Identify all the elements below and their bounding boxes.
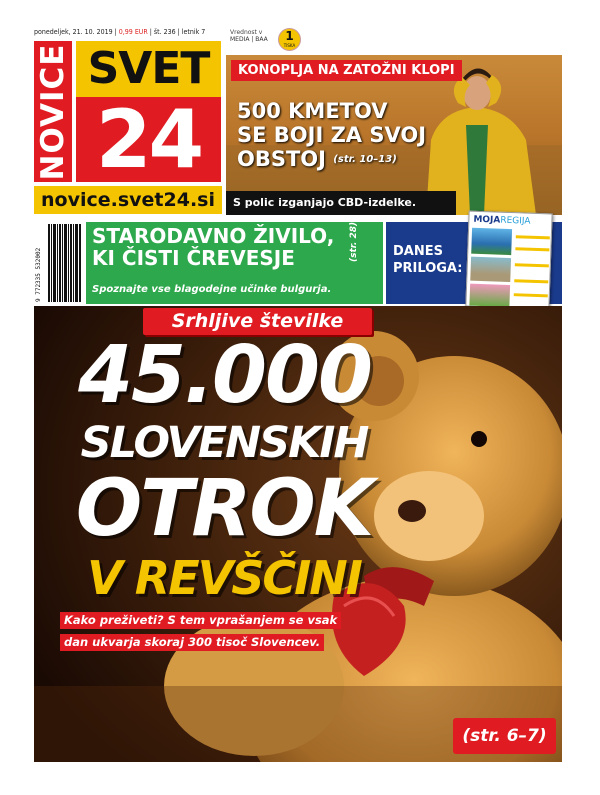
cannabis-kicker: KONOPLJA NA ZATOŽNI KLOPI	[231, 60, 462, 81]
website-url[interactable]: novice.svet24.si	[41, 189, 215, 211]
bulgur-headline-line-1: STARODAVNO ŽIVILO,	[92, 224, 335, 248]
main-headline-line-3[interactable]: OTROK	[75, 464, 373, 554]
dateline-issue: | št. 236 | letnik 7	[149, 28, 206, 36]
badge-number: 1	[285, 29, 294, 43]
cannabis-headline[interactable]	[237, 99, 426, 172]
cannabis-headline-line-1: 500 KMETOV	[237, 99, 388, 123]
magazine-title-1: MOJA	[473, 214, 501, 226]
bulgur-headline[interactable]	[92, 225, 334, 269]
main-headline-line-4[interactable]: V REVŠČINI	[87, 551, 361, 605]
bulgur-subline: Spoznajte vse blagodejne učinke bulgurja.	[92, 284, 332, 295]
cannabis-subline: S polic izganjajo CBD-izdelke.	[226, 191, 456, 215]
main-page-ref[interactable]: (str. 6–7)	[453, 718, 556, 754]
cannabis-headline-line-2: SE BOJI ZA SVOJ	[237, 123, 427, 147]
magazine-title	[473, 215, 530, 227]
dateline	[34, 28, 205, 36]
badge-circle	[278, 28, 301, 51]
novice-logo-bar	[34, 41, 72, 182]
badge-media: MEDIA | BAA	[230, 36, 268, 43]
dateline-price: 0,99 EUR	[118, 28, 148, 36]
cannabis-headline-line-3-text: OBSTOJ	[237, 147, 326, 171]
supplement-label	[393, 243, 462, 277]
dateline-date: ponedeljek, 21. 10. 2019 |	[34, 28, 117, 36]
main-deck-line-2: dan ukvarja skoraj 300 tisoč Slovencev.	[60, 634, 324, 651]
magazine-text-line	[516, 235, 550, 239]
magazine-text-line	[514, 293, 548, 297]
main-headline-number[interactable]: 45.000	[78, 329, 371, 421]
barcode-digits: 9 772335 532002	[35, 247, 42, 302]
supplement-magazine-cover[interactable]	[465, 211, 552, 310]
svet-logo-text: SVET	[87, 43, 210, 94]
main-story-kicker: Srhljive številke	[143, 308, 372, 335]
svet-logo-number	[76, 93, 221, 186]
magazine-text-line	[515, 247, 549, 251]
svet-logo-24: 24	[95, 93, 202, 186]
supplement-label-line-2: PRILOGA:	[393, 261, 463, 276]
cannabis-headline-line-3	[237, 147, 426, 172]
bulgur-headline-line-2: KI ČISTI ČREVESJE	[92, 246, 295, 270]
magazine-text-line	[515, 263, 549, 267]
badge-sub: TISKA	[283, 43, 296, 48]
website-url-bar[interactable]	[34, 186, 222, 214]
badge-label: Vrednost v	[230, 29, 263, 36]
magazine-text-line	[514, 279, 548, 283]
novice-logo-text: NOVICE	[35, 43, 71, 180]
bulgur-page-ref: (str. 28)	[349, 221, 359, 262]
main-story-deck	[60, 609, 376, 653]
main-headline-line-2[interactable]: SLOVENSKIH	[80, 418, 368, 468]
cannabis-page-ref: (str. 10–13)	[333, 154, 397, 165]
main-deck-line-1: Kako preživeti? S tem vprašanjem se vsak	[60, 612, 341, 629]
barcode	[34, 222, 82, 304]
magazine-image-2	[470, 257, 511, 282]
magazine-image-1	[471, 228, 512, 255]
supplement-label-line-1: DANES	[393, 244, 443, 259]
svet-logo	[76, 41, 221, 97]
magazine-image-3	[469, 284, 510, 307]
magazine-title-2: REGIJA	[500, 215, 531, 227]
